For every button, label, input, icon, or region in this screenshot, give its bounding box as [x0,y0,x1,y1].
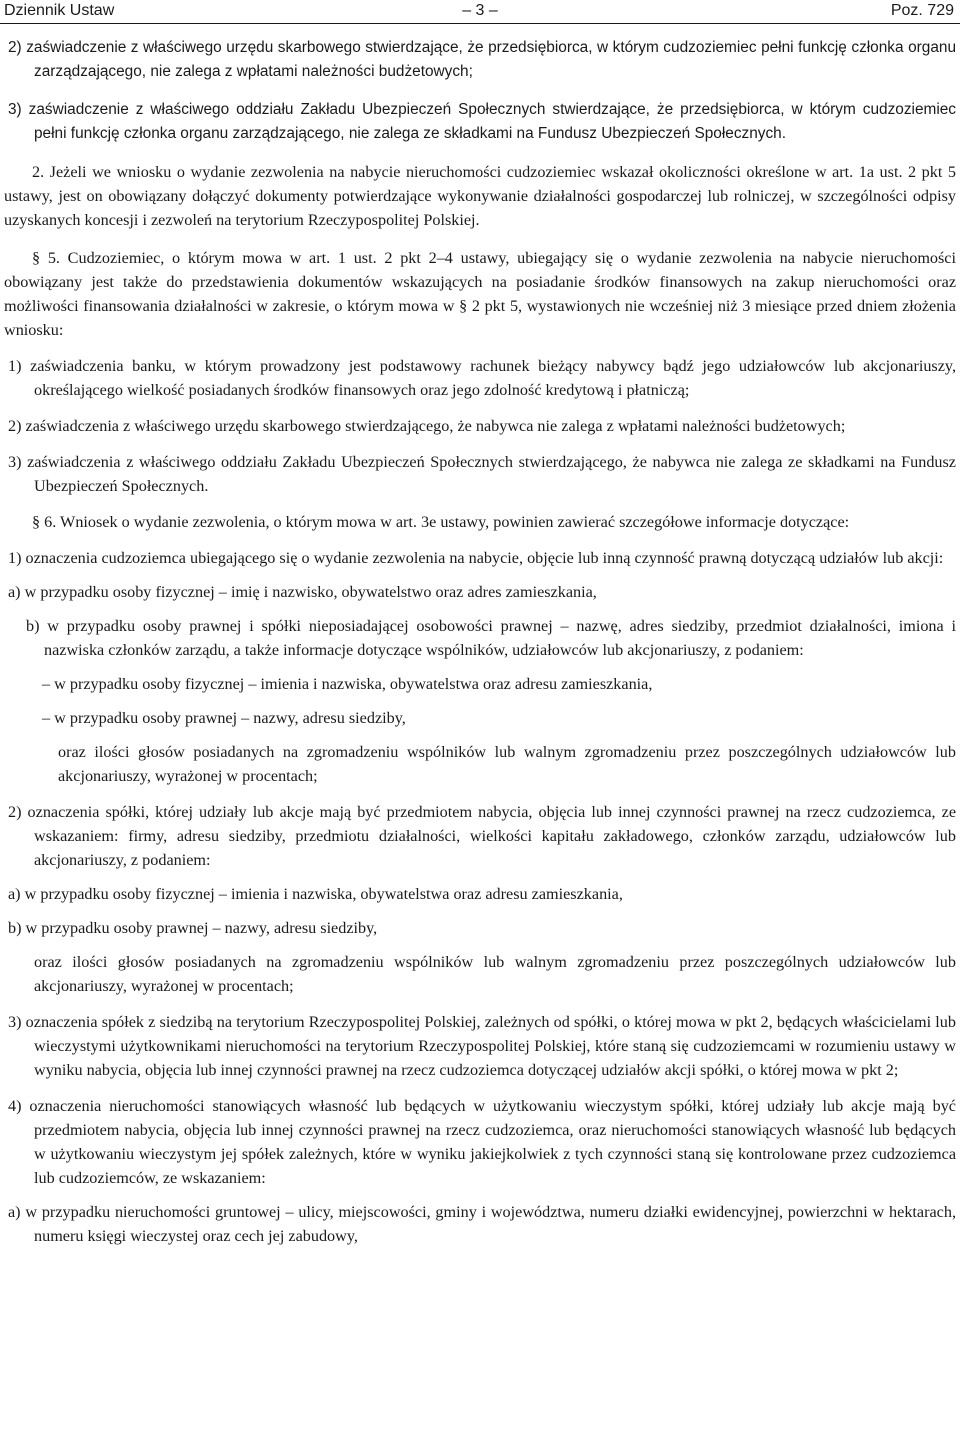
position-number: Poz. 729 [890,2,954,19]
list-item-6-1-a: a) w przypadku osoby fizycznej – imię i nazwisko, obywatelstwo oraz adres zamieszkania, [8,583,597,601]
list-item-6-3: 3) oznaczenia spółek z siedzibą na terytorium Rzeczypospolitej Polskiej, zależnych od spółki, o której mowa w pkt 2, będących właścicielami lub wieczystymi użytkownikami nieruchomości na terytorium Rzeczypospolitej Polskiej, które staną się cudzoziemcami w rozumieniu ustawy w wyniku nabycia, objęcia lub innej czynności prawnej na rzecz cudzoziemca dotyczącej udziałów akcji spółki, o której mowa w pkt 2; [8,1013,956,1079]
list-item-6-1: 1) oznaczenia cudzoziemca ubiegającego się o wydanie zezwolenia na nabycie, objęcie lub inną czynność prawną dotyczącą udziałów lub akcji: [8,549,944,567]
page-number: – 3 – [462,2,498,19]
list-item-6-2-a: a) w przypadku osoby fizycznej – imienia i nazwiska, obywatelstwa oraz adresu zamieszkania, [8,885,623,903]
list-item-5-3: 3) zaświadczenia z właściwego oddziału Zakładu Ubezpieczeń Społecznych stwierdzającego, że nabywca nie zalega ze składkami na Fundusz Ubezpieczeń Społecznych. [8,453,956,495]
list-item-6-4: 4) oznaczenia nieruchomości stanowiących własność lub będących w użytkowaniu wieczystym spółki, której udziały lub akcje mają być przedmiotem nabycia, objęcia lub innej czynności prawnej na rzecz cudzoziemca, oraz nieruchomości stanowiących własność lub będących w użytkowaniu wieczystym jej spółek zależnych, które w wyniku jakiejkolwiek z tych czynności staną się kontrolowane przez cudzoziemca lub cudzoziemców, ze wskazaniem: [8,1097,956,1187]
paragraph-votes-2: oraz ilości głosów posiadanych na zgromadzeniu wspólników lub walnym zgromadzeniu przez poszczególnych udziałowców lub akcjonariuszy, wyrażonej w procentach; [34,953,956,995]
list-item-6-1-b: b) w przypadku osoby prawnej i spółki nieposiadającej osobowości prawnej – nazwę, adres siedziby, przedmiot działalności, imiona i nazwiska członków zarządu, a także informacje dotyczące wspólników, udziałowców lub akcjonariuszy, z podaniem: [26,617,956,659]
list-item-5-2: 2) zaświadczenia z właściwego urzędu skarbowego stwierdzającego, że nabywca nie zalega z wpłatami należności budżetowych; [8,417,846,435]
page-header [0,0,960,22]
dash-item-legal-person: – w przypadku osoby prawnej – nazwy, adresu siedziby, [42,709,406,727]
header-divider [0,23,960,24]
paragraph-section-5: § 5. Cudzoziemiec, o którym mowa w art. 1 ust. 2 pkt 2–4 ustawy, ubiegający się o wydanie zezwolenia na nabycie nieruchomości obowiązany jest także do przedstawienia dokumentów wskazujących na posiadanie środków finansowych na zakup nieruchomości oraz możliwości finansowania działalności w zakresie, o którym mowa w § 2 pkt 5, wystawionych nie wcześniej niż 3 miesiące przed dniem złożenia wniosku: [4,249,956,339]
journal-title: Dziennik Ustaw [4,2,115,19]
list-item-5-1: 1) zaświadczenia banku, w którym prowadzony jest podstawowy rachunek bieżący nabywcy bądź jego udziałowców lub akcjonariuszy, określającego wielkość posiadanych środków finansowych oraz jego zdolność kredytową i płatniczą; [8,357,956,399]
paragraph-section-4-2: 2. Jeżeli we wniosku o wydanie zezwolenia na nabycie nieruchomości cudzoziemiec wskazał okoliczności określone w art. 1a ust. 2 pkt 5 ustawy, jest on obowiązany dołączyć dokumenty potwierdzające wykonywanie działalności gospodarczej lub rolniczej, w szczególności odpisy uzyskanych koncesji i zezwoleń na terytorium Rzeczypospolitej Polskiej. [4,163,956,229]
document-body [4,36,956,1248]
dash-item-natural-person: – w przypadku osoby fizycznej – imienia i nazwiska, obywatelstwa oraz adresu zamieszkania, [42,675,653,693]
list-item-6-4-a: a) w przypadku nieruchomości gruntowej – ulicy, miejscowości, gminy i województwa, numeru działki ewidencyjnej, powierzchni w hektarach, numeru księgi wieczystej oraz cech jej zabudowy, [8,1203,956,1245]
paragraph-votes-1: oraz ilości głosów posiadanych na zgromadzeniu wspólników lub walnym zgromadzeniu przez poszczególnych udziałowców lub akcjonariuszy, wyrażonej w procentach; [58,743,956,785]
list-item-6-2-b: b) w przypadku osoby prawnej – nazwy, adresu siedziby, [8,919,378,937]
paragraph-section-6: § 6. Wniosek o wydanie zezwolenia, o którym mowa w art. 3e ustawy, powinien zawierać szczegółowe informacje dotyczące: [32,513,850,531]
paragraph-item-2-tax: 2) zaświadczenie z właściwego urzędu skarbowego stwierdzające, że przedsiębiorca, w którym cudzoziemiec pełni funkcję członka organu zarządzającego, nie zalega z wpłatami należności budżetowych; [8,39,956,80]
list-item-6-2: 2) oznaczenia spółki, której udziały lub akcje mają być przedmiotem nabycia, objęcia lub innej czynności prawnej na rzecz cudzoziemca, ze wskazaniem: firmy, adresu siedziby, przedmiotu działalności, wielkości kapitału zakładowego, członków zarządu, udziałowców lub akcjonariuszy, z podaniem: [8,803,956,869]
paragraph-item-3-zus: 3) zaświadczenie z właściwego oddziału Zakładu Ubezpieczeń Społecznych stwierdzające, że przedsiębiorca, w którym cudzoziemiec pełni funkcję członka organu zarządzającego, nie zalega ze składkami na Fundusz Ubezpieczeń Społecznych. [8,101,956,142]
